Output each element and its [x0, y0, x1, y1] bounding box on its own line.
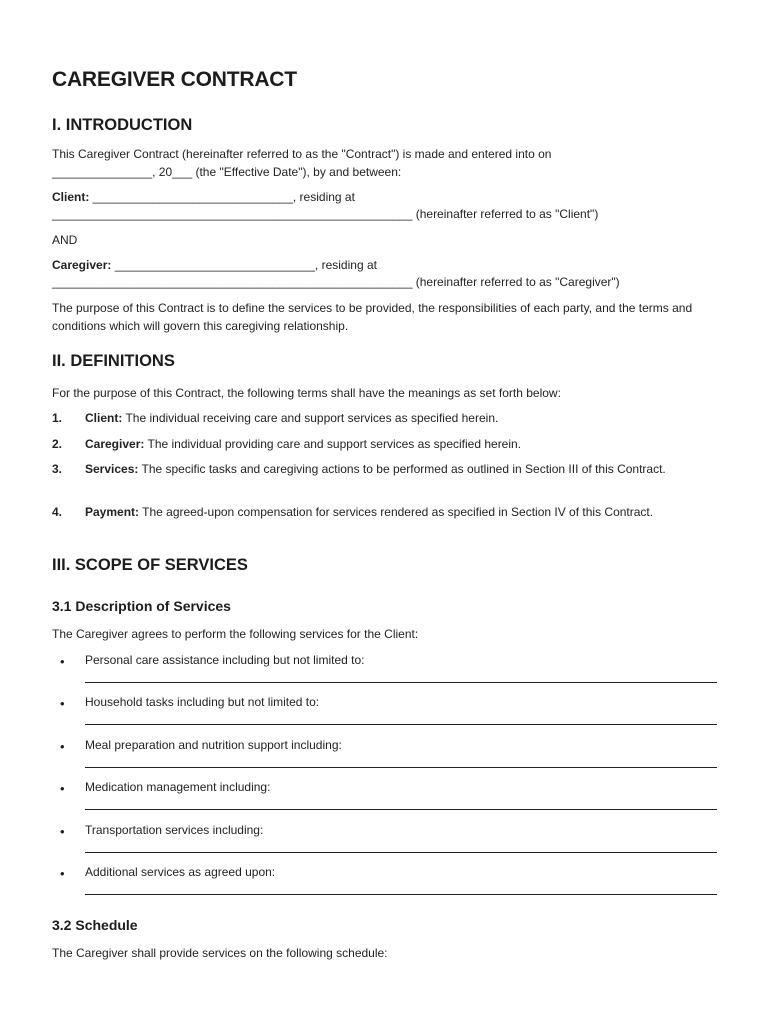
definition-text	[85, 504, 685, 522]
definition-term: Client:	[85, 411, 123, 425]
client-name-blank: ______________________________, residing at	[89, 190, 355, 204]
definition-term: Caregiver:	[85, 437, 145, 451]
service-fill-line[interactable]	[85, 767, 717, 768]
service-fill-line[interactable]	[85, 724, 717, 725]
service-label: Medication management including:	[85, 780, 271, 794]
definition-body: The specific tasks and caregiving actions to be performed as outlined in Section III of this Contract.	[138, 462, 666, 476]
subsection-schedule-heading: 3.2 Schedule	[52, 917, 138, 933]
client-line-1	[52, 189, 355, 207]
service-fill-line[interactable]	[85, 809, 717, 810]
definition-number: 1.	[52, 411, 63, 425]
services-lead: The Caregiver agrees to perform the following services for the Client:	[52, 627, 419, 641]
intro-line-2: _______________, 20___ (the "Effective Date"), by and between:	[52, 165, 402, 179]
section-scope-heading: III. SCOPE OF SERVICES	[52, 556, 248, 574]
definition-number: 3.	[52, 462, 63, 476]
definition-body: The individual providing care and support services as specified herein.	[144, 437, 522, 451]
service-fill-line[interactable]	[85, 682, 717, 683]
definition-text	[85, 436, 705, 454]
bullet-icon: •	[60, 696, 65, 711]
bullet-icon: •	[60, 824, 65, 839]
definition-body: The agreed-upon compensation for services rendered as specified in Section IV of this Contract.	[139, 505, 654, 519]
intro-line-1: This Caregiver Contract (hereinafter referred to as the "Contract") is made and entered into on	[52, 147, 552, 161]
definition-number: 4.	[52, 505, 63, 519]
service-fill-line[interactable]	[85, 852, 717, 853]
bullet-icon: •	[60, 739, 65, 754]
definition-body: The individual receiving care and support services as specified herein.	[122, 411, 499, 425]
schedule-lead: The Caregiver shall provide services on the following schedule:	[52, 946, 388, 960]
definition-term: Services:	[85, 462, 139, 476]
purpose-paragraph: The purpose of this Contract is to define the services to be provided, the responsibilities of each party, and the terms and conditions which will govern this caregiving relationship.	[52, 301, 693, 333]
subsection-description-heading: 3.1 Description of Services	[52, 598, 231, 614]
caregiver-label: Caregiver:	[52, 258, 112, 272]
caregiver-line-1	[52, 257, 377, 275]
caregiver-line-2: ______________________________________________________ (hereinafter referred to as "Caregiver")	[52, 275, 620, 289]
contract-page	[52, 0, 722, 1024]
service-label: Household tasks including but not limited to:	[85, 695, 320, 709]
client-line-2: ______________________________________________________ (hereinafter referred to as "Client")	[52, 207, 599, 221]
service-label: Personal care assistance including but not limited to:	[85, 653, 365, 667]
definition-text	[85, 461, 697, 479]
section-introduction-heading: I. INTRODUCTION	[52, 116, 193, 134]
service-label: Transportation services including:	[85, 823, 264, 837]
bullet-icon: •	[60, 654, 65, 669]
definition-number: 2.	[52, 437, 63, 451]
bullet-icon: •	[60, 781, 65, 796]
bullet-icon: •	[60, 866, 65, 881]
definitions-lead: For the purpose of this Contract, the following terms shall have the meanings as set forth below:	[52, 386, 561, 400]
client-label: Client:	[52, 190, 90, 204]
section-definitions-heading: II. DEFINITIONS	[52, 352, 175, 370]
service-label: Additional services as agreed upon:	[85, 865, 276, 879]
definition-term: Payment:	[85, 505, 140, 519]
service-label: Meal preparation and nutrition support including:	[85, 738, 342, 752]
document-title: CAREGIVER CONTRACT	[52, 68, 297, 91]
caregiver-name-blank: ______________________________, residing at	[111, 258, 377, 272]
and-text: AND	[52, 233, 78, 247]
service-fill-line[interactable]	[85, 894, 717, 895]
definition-text	[85, 410, 705, 428]
